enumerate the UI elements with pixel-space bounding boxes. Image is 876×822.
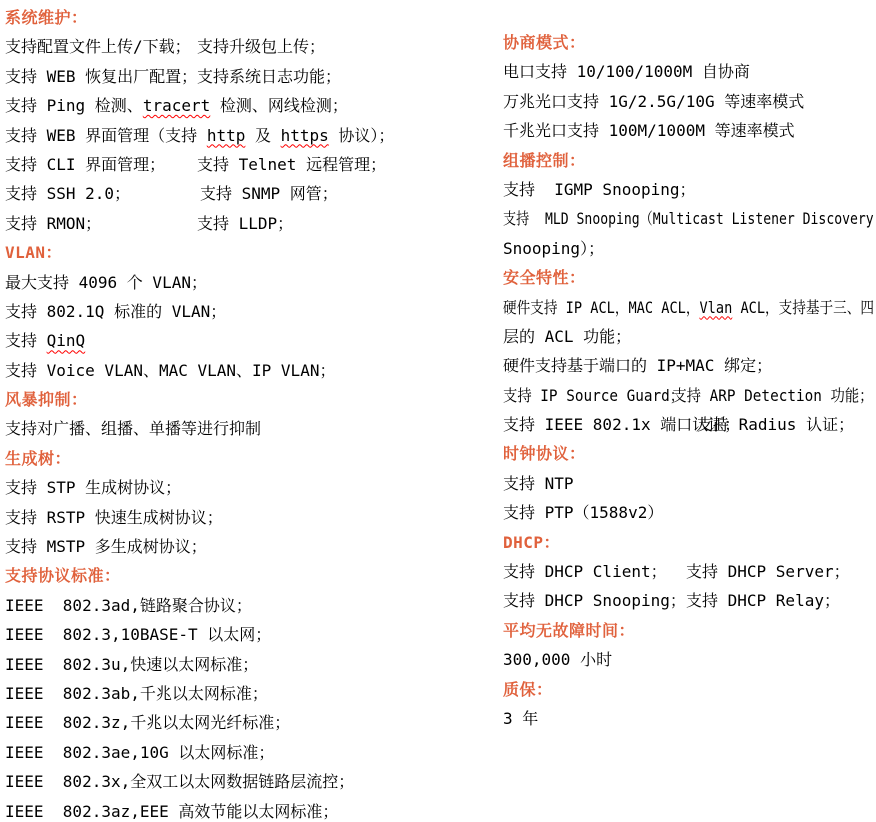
spec-text: 万兆光口支持 1G/2.5G/10G 等速率模式 xyxy=(503,91,805,111)
spec-text: IEEE 802.3,10BASE-T 以太网； xyxy=(5,625,272,645)
spec-line xyxy=(5,356,470,385)
spec-text: 支持 LLDP； xyxy=(197,213,294,233)
spec-line xyxy=(5,650,470,679)
spec-line xyxy=(5,797,470,822)
spec-line xyxy=(503,351,874,380)
section-heading: 质保： xyxy=(503,679,553,699)
spec-text: 支持 NTP xyxy=(503,473,574,493)
spec-line xyxy=(503,204,874,233)
spec-line xyxy=(503,410,874,439)
spec-line xyxy=(503,469,874,498)
spec-text: IEEE 802.3u,快速以太网标准； xyxy=(5,654,259,674)
spec-text: 支持 SNMP 网管； xyxy=(200,184,338,204)
spec-line xyxy=(503,234,874,263)
misspelled-word: https xyxy=(280,125,329,145)
spec-text: 支持配置文件上传/下载； xyxy=(5,37,191,57)
spec-text: 支持 xyxy=(5,331,47,351)
spec-text: 支持 WEB 界面管理（支持 xyxy=(5,125,207,145)
spec-line xyxy=(5,209,470,238)
spec-text: 及 xyxy=(245,125,281,145)
spec-text: 支持 STP 生成树协议； xyxy=(5,478,182,498)
spec-line xyxy=(503,57,874,86)
spec-text: IEEE 802.3ab,千兆以太网标准； xyxy=(5,683,268,703)
section-heading: 风暴抑制： xyxy=(5,390,88,410)
misspelled-word: QinQ xyxy=(46,331,86,351)
spec-text: 支持 IEEE 802.1x 端口认证； xyxy=(503,415,741,435)
spec-line xyxy=(5,121,470,150)
spec-text: Snooping）； xyxy=(503,238,605,258)
spec-text: 支持系统日志功能； xyxy=(197,66,342,86)
spec-line xyxy=(5,62,470,91)
spec-line xyxy=(503,322,874,351)
spec-text: 支持 DHCP Client； xyxy=(503,562,667,582)
spec-text: 千兆光口支持 100M/1000M 等速率模式 xyxy=(503,121,795,141)
section-heading: DHCP： xyxy=(503,532,561,552)
left-column xyxy=(5,0,470,822)
spec-line xyxy=(5,679,470,708)
spec-line xyxy=(503,87,874,116)
spec-text: 支持 IP Source Guard； xyxy=(503,385,685,405)
spec-text: IEEE 802.3ae,10G 以太网标准； xyxy=(5,742,275,762)
spec-line xyxy=(503,498,874,527)
spec-line xyxy=(503,645,874,674)
spec-text: 支持 CLI 界面管理； xyxy=(5,154,166,174)
spec-text: ACL，支持基于三、四 xyxy=(732,297,874,317)
spec-line xyxy=(503,175,874,204)
spec-text: 支持 MLD Snooping（Multicast Listener Discovery xyxy=(503,209,874,229)
spec-line xyxy=(503,586,874,615)
spec-text: 最大支持 4096 个 VLAN； xyxy=(5,272,207,292)
misspelled-word: tracert xyxy=(142,96,211,116)
spec-line xyxy=(5,32,470,61)
spec-text: 支持 WEB 恢复出厂配置； xyxy=(5,66,198,86)
spec-text: 层的 ACL 功能； xyxy=(503,326,632,346)
section-heading: 安全特性： xyxy=(503,268,586,288)
spec-text: 支持 RSTP 快速生成树协议； xyxy=(5,507,223,527)
section-heading: 生成树： xyxy=(5,448,72,468)
spec-text: 支持 IGMP Snooping； xyxy=(503,179,696,199)
spec-text: IEEE 802.3az,EEE 高效节能以太网标准； xyxy=(5,801,339,821)
spec-text: 支持升级包上传； xyxy=(197,37,326,57)
spec-text: IEEE 802.3ad,链路聚合协议； xyxy=(5,595,252,615)
spec-text: 300,000 小时 xyxy=(503,650,613,670)
spec-line xyxy=(5,620,470,649)
spec-line xyxy=(5,179,470,208)
spec-line xyxy=(5,708,470,737)
spec-text: 支持 MSTP 多生成树协议； xyxy=(5,537,207,557)
section-heading: 平均无故障时间： xyxy=(503,620,636,640)
spec-text: 支持 SSH 2.0； xyxy=(5,184,131,204)
misspelled-word: http xyxy=(206,125,246,145)
section-heading: VLAN： xyxy=(5,243,63,263)
spec-text: 支持 802.1Q 标准的 VLAN； xyxy=(5,301,227,321)
spec-line xyxy=(5,414,470,443)
spec-line xyxy=(503,293,874,322)
spec-text: 硬件支持 IP ACL，MAC ACL， xyxy=(503,297,700,317)
section-heading: 支持协议标准： xyxy=(5,566,121,586)
spec-line xyxy=(5,767,470,796)
section-heading: 组播控制： xyxy=(503,150,586,170)
spec-line xyxy=(5,91,470,120)
spec-line xyxy=(5,326,470,355)
spec-line xyxy=(5,591,470,620)
spec-text: 支持 Ping 检测、 xyxy=(5,96,143,116)
spec-text: 协议）； xyxy=(328,125,395,145)
spec-text: 支持 PTP（1588v2） xyxy=(503,503,664,523)
spec-line xyxy=(5,473,470,502)
spec-line xyxy=(5,268,470,297)
spec-text: IEEE 802.3x,全双工以太网数据链路层流控； xyxy=(5,772,355,792)
spec-text: 检测、网线检测； xyxy=(210,96,348,116)
section-heading: 时钟协议： xyxy=(503,444,586,464)
spec-text: 支持 DHCP Relay； xyxy=(686,591,840,611)
spec-text: 电口支持 10/100/1000M 自协商 xyxy=(503,62,750,82)
spec-text: 支持 Telnet 远程管理； xyxy=(197,154,387,174)
spec-line xyxy=(503,381,874,410)
spec-line xyxy=(503,116,874,145)
spec-text: 支持 RMON； xyxy=(5,213,102,233)
spec-text: 支持 Voice VLAN、MAC VLAN、IP VLAN； xyxy=(5,360,336,380)
spec-line xyxy=(5,738,470,767)
spec-text: 支持 DHCP Snooping； xyxy=(503,591,686,611)
right-column xyxy=(503,0,874,733)
spec-line xyxy=(5,297,470,326)
spec-line xyxy=(503,704,874,733)
misspelled-word: Vlan xyxy=(699,297,733,317)
spec-line xyxy=(5,503,470,532)
spec-text: 3 年 xyxy=(503,708,539,728)
spec-line xyxy=(503,557,874,586)
spec-text: 支持 ARP Detection 功能； xyxy=(672,385,874,405)
section-heading: 协商模式： xyxy=(503,33,586,52)
spec-line xyxy=(5,532,470,561)
spec-text: 支持 DHCP Server； xyxy=(686,562,850,582)
spec-text: 支持对广播、组播、单播等进行抑制 xyxy=(5,419,262,439)
spec-line xyxy=(5,150,470,179)
spec-text: 硬件支持基于端口的 IP+MAC 绑定； xyxy=(503,356,773,376)
section-heading: 系统维护： xyxy=(5,8,88,27)
spec-text: IEEE 802.3z,千兆以太网光纤标准； xyxy=(5,713,291,733)
spec-text: 支持 Radius 认证； xyxy=(697,415,855,435)
